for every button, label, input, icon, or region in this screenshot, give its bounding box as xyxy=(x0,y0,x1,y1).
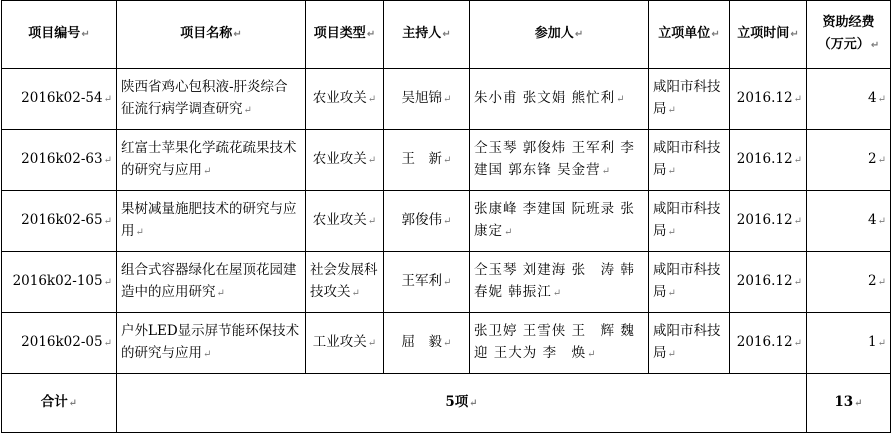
cell-unit: 咸阳市科技局↵ xyxy=(649,252,730,313)
cell-id: 2016k02-105↵ xyxy=(2,252,117,313)
header-time: 立项时间↵ xyxy=(730,1,807,69)
header-type: 项目类型↵ xyxy=(306,1,384,69)
cell-funding: 1↵ xyxy=(807,313,891,374)
cell-unit: 咸阳市科技局↵ xyxy=(649,69,730,130)
cell-type: 社会发展科技攻关↵ xyxy=(306,252,384,313)
table-row xyxy=(2,130,891,191)
cell-funding: 4↵ xyxy=(807,191,891,252)
total-label: 合计↵ xyxy=(2,374,117,433)
total-row xyxy=(2,374,891,433)
cell-name: 陕西省鸡心包积液-肝炎综合征流行病学调查研究↵ xyxy=(117,69,306,130)
cell-host: 王 新↵ xyxy=(384,130,470,191)
cell-id: 2016k02-54↵ xyxy=(2,69,117,130)
cell-name: 组合式容器绿化在屋顶花园建造中的应用研究↵ xyxy=(117,252,306,313)
table-row xyxy=(2,313,891,374)
cell-name: 果树减量施肥技术的研究与应用↵ xyxy=(117,191,306,252)
cell-funding: 2↵ xyxy=(807,252,891,313)
cell-participants: 仝玉琴 郭俊炜 王军利 李建国 郭东锋 吴金营↵ xyxy=(470,130,649,191)
cell-id: 2016k02-05↵ xyxy=(2,313,117,374)
project-table xyxy=(1,0,891,433)
table-row xyxy=(2,252,891,313)
cell-host: 屈 毅↵ xyxy=(384,313,470,374)
cell-unit: 咸阳市科技局↵ xyxy=(649,191,730,252)
cell-funding: 2↵ xyxy=(807,130,891,191)
cell-unit: 咸阳市科技局↵ xyxy=(649,313,730,374)
cell-participants: 朱小甫 张文娟 熊忙利↵ xyxy=(470,69,649,130)
cell-host: 郭俊伟↵ xyxy=(384,191,470,252)
table-row xyxy=(2,69,891,130)
total-sum: 13↵ xyxy=(807,374,891,433)
table-row xyxy=(2,191,891,252)
cell-participants: 张康峰 李建国 阮班录 张康定↵ xyxy=(470,191,649,252)
cell-unit: 咸阳市科技局↵ xyxy=(649,130,730,191)
cell-host: 吴旭锦↵ xyxy=(384,69,470,130)
cell-type: 农业攻关↵ xyxy=(306,130,384,191)
cell-type: 农业攻关↵ xyxy=(306,69,384,130)
header-id: 项目编号↵ xyxy=(2,1,117,69)
cell-name: 户外LED显示屏节能环保技术的研究与应用↵ xyxy=(117,313,306,374)
cell-host: 王军利↵ xyxy=(384,252,470,313)
header-name: 项目名称↵ xyxy=(117,1,306,69)
cell-time: 2016.12↵ xyxy=(730,69,807,130)
cell-time: 2016.12↵ xyxy=(730,130,807,191)
header-funding: 资助经费（万元）↵ xyxy=(807,1,891,69)
cell-time: 2016.12↵ xyxy=(730,191,807,252)
header-host: 主持人↵ xyxy=(384,1,470,69)
cell-participants: 张卫婷 王雪侠 王 辉 魏 迎 王大为 李 焕↵ xyxy=(470,313,649,374)
total-count: 5项↵ xyxy=(117,374,807,433)
header-row xyxy=(2,1,891,69)
cell-time: 2016.12↵ xyxy=(730,313,807,374)
cell-type: 农业攻关↵ xyxy=(306,191,384,252)
cell-participants: 仝玉琴 刘建海 张 涛 韩春妮 韩振江↵ xyxy=(470,252,649,313)
header-unit: 立项单位↵ xyxy=(649,1,730,69)
cell-id: 2016k02-63↵ xyxy=(2,130,117,191)
cell-time: 2016.12↵ xyxy=(730,252,807,313)
cell-name: 红富士苹果化学疏花疏果技术的研究与应用↵ xyxy=(117,130,306,191)
cell-funding: 4↵ xyxy=(807,69,891,130)
cell-id: 2016k02-65↵ xyxy=(2,191,117,252)
cell-type: 工业攻关↵ xyxy=(306,313,384,374)
header-participants: 参加人↵ xyxy=(470,1,649,69)
